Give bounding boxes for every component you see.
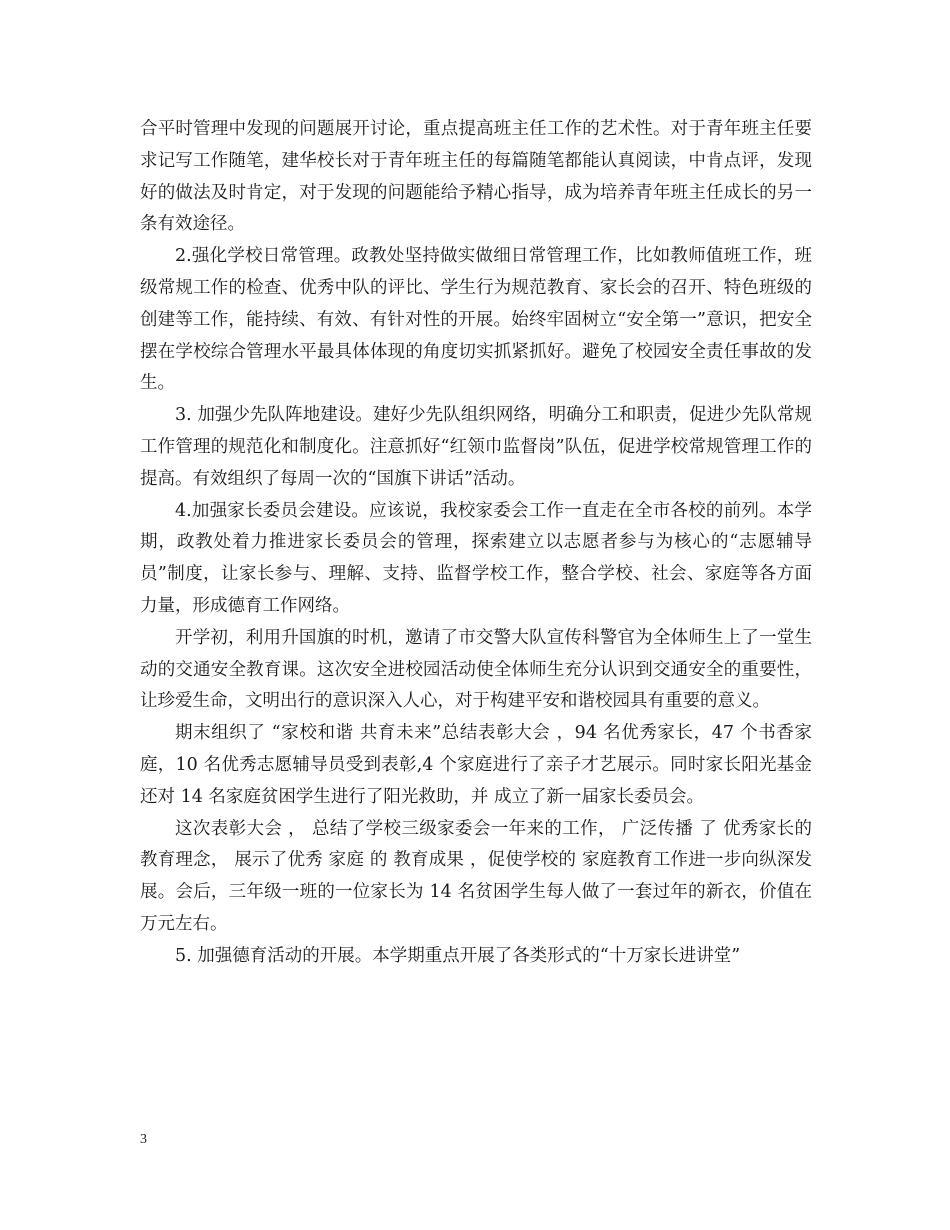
paragraph-safety-class: 开学初，利用升国旗的时机，邀请了市交警大队宣传科警官为全体师生上了一堂生动的交通安全教育课。这次安全进校园活动使全体师生充分认识到交通安全的重要性，让珍爱生命，文明出行的意识深入人心，对于构建平安和谐校园具有重要的意义。: [140, 627, 812, 712]
paragraph-item-2: 2.强化学校日常管理。政教处坚持做实做细日常管理工作，比如教师值班工作，班级常规工作的检查、优秀中队的评比、学生行为规范教育、家长会的召开、特色班级的创建等工作，能持续、有效、有针对性的开展。始终牢固树立“安全第一”意识，把安全摆在学校综合管理水平最具体体现的角度切实抓紧抓好。避免了校园安全责任事故的发生。: [140, 246, 812, 394]
paragraph-item-4: 4.加强家长委员会建设。应该说，我校家委会工作一直走在全市各校的前列。本学期，政教处着力推进家长委员会的管理，探索建立以志愿者参与为核心的“志愿辅导员”制度，让家长参与、理解、支持、监督学校工作，整合学校、社会、家庭等各方面力量，形成德育工作网络。: [140, 500, 812, 616]
paragraph-meeting-summary: 这次表彰大会 ， 总结了学校三级家委会一年来的工作， 广泛传播 了 优秀家长的教育理念， 展示了优秀 家庭 的 教育成果 ，促使学校的 家庭教育工作进一步向纵深发展。会后，三年级一班的一位家长为 14 名贫困学生每人做了一套过年的新衣，价值在万元左右。: [140, 818, 812, 934]
paragraph-continuation: 合平时管理中发现的问题展开讨论，重点提高班主任工作的艺术性。对于青年班主任要求记写工作随笔，建华校长对于青年班主任的每篇随笔都能认真阅读，中肯点评，发现好的做法及时肯定，对于发现的问题能给予精心指导，成为培养青年班主任成长的另一条有效途径。: [140, 119, 812, 235]
paragraph-awards-meeting: 期末组织了 “家校和谐 共育未来”总结表彰大会 ，94 名优秀家长，47 个书香家庭，10 名优秀志愿辅导员受到表彰,4 个家庭进行了亲子才艺展示。同时家长阳光基金还对 14 名家庭贫困学生进行了阳光救助，并 成立了新一届家长委员会。: [140, 723, 812, 807]
paragraph-item-5: 5. 加强德育活动的开展。本学期重点开展了各类形式的“十万家长进讲堂”: [175, 945, 741, 966]
document-body: [140, 114, 812, 973]
page-number: 3: [140, 1132, 147, 1147]
paragraph-item-3: 3. 加强少先队阵地建设。建好少先队组织网络，明确分工和职责，促进少先队常规工作管理的规范化和制度化。注意抓好“红领巾监督岗”队伍，促进学校常规管理工作的提高。有效组织了每周一次的“国旗下讲话”活动。: [140, 405, 812, 489]
